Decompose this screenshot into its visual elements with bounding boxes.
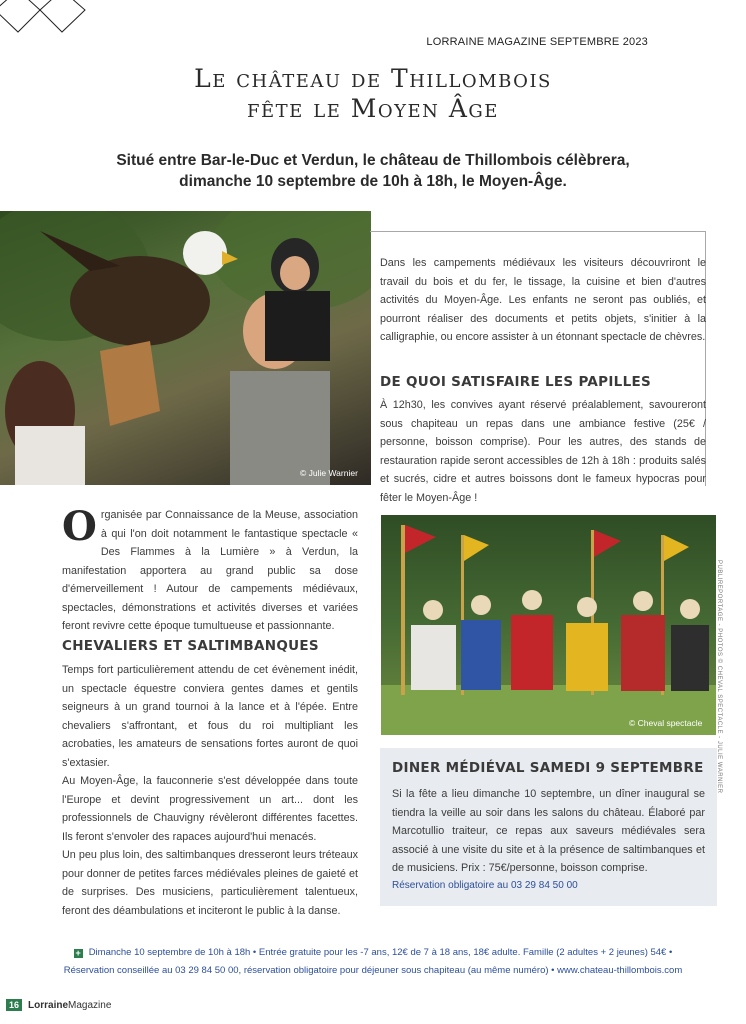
left-column-chevaliers: [62, 661, 358, 920]
chevaliers-paragraph-2: Au Moyen-Âge, la fauconnerie s'est développée dans toute l'Europe et devint progressivement un art... dont les professionnels de Chauvigny révèleront différentes facettes. Ils feront s'envoler des rapaces aujourd'hui menacés.: [62, 775, 358, 843]
right-column-intro: [380, 254, 706, 347]
subtitle-line-2: dimanche 10 septembre de 10h à 18h, le Moyen-Âge.: [179, 173, 567, 190]
footer-brand-light: Magazine: [68, 1000, 112, 1011]
article-subtitle: [95, 150, 651, 192]
footer-brand-bold: Lorraine: [28, 1000, 69, 1011]
section-heading-papilles: DE QUOI SATISFAIRE LES PAPILLES: [380, 374, 652, 390]
frame-line-top: [370, 231, 706, 232]
falconry-photo: [0, 211, 371, 485]
papilles-paragraph: À 12h30, les convives ayant réservé préalablement, savoureront sous chapiteau un repas dans une ambiance festive (25€ / personne, boisson comprise). Pour les autres, des stands de restauration rapide seront accessibles de 12h à 18h : produits salés et sucrés, cidre et autres boissons dont le fameux hypocras pour fêter le Moyen-Âge !: [380, 399, 706, 504]
photo-credit-1: © Julie Warnier: [300, 468, 358, 478]
dinner-box-title: DINER MÉDIÉVAL SAMEDI 9 SEPTEMBRE: [392, 760, 704, 776]
right-column-papilles: [380, 396, 706, 507]
section-heading-chevaliers: CHEVALIERS ET SALTIMBANQUES: [62, 638, 319, 654]
right-paragraph-1: Dans les campements médiévaux les visiteurs découvriront le travail du bois et du fer, le tissage, la cuisine et bien d'autres activités du Moyen-Âge. Les enfants ne seront pas oubliés, et pourront réaliser des documents et petits objets, s'initier à la calligraphie, ou encore assister à un étonnant spectacle de chèvres.: [380, 257, 706, 343]
article-title: [100, 64, 646, 124]
page-number: 16: [6, 999, 22, 1011]
chevaliers-paragraph-3: Un peu plus loin, des saltimbanques dresseront leurs tréteaux pour donner de petites farces médiévales pleines de gaieté et de surprises. Des musiciens, particulièrement talentueux, feront des déambulations et inciteront le public à la danse.: [62, 849, 358, 917]
knights-illustration: [381, 515, 716, 735]
page-footer: [6, 999, 111, 1011]
title-line-1: Le château de Thillombois: [194, 64, 552, 93]
dinner-reservation: Réservation obligatoire au 03 29 84 50 00: [392, 880, 578, 891]
knights-photo: [381, 515, 716, 735]
dinner-info-box: [380, 748, 717, 906]
chevaliers-paragraph-1: Temps fort particulièrement attendu de cet évènement inédit, un spectacle équestre conviera gentes dames et gentils seigneurs à un grand tournoi à la lance et à l'épée. Entre chevaliers s'affrontant, et fous du roi multipliant les acrobaties, les amateurs de sensations fortes auront de quoi s'extasier.: [62, 664, 358, 769]
subtitle-line-1: Situé entre Bar-le-Duc et Verdun, le château de Thillombois célèbrera,: [116, 152, 630, 169]
falconry-illustration: [0, 211, 371, 485]
photo-credit-2: © Cheval spectacle: [629, 718, 703, 728]
intro-block: [62, 503, 358, 636]
side-credit-vertical: PUBLIREPORTAGE - PHOTOS © CHEVAL SPECTACLE - JULIE WARNIER: [716, 560, 722, 794]
practical-info-text-1: Dimanche 10 septembre de 10h à 18h • Entrée gratuite pour les -7 ans, 12€ de 7 à 18 ans, 18€ adulte. Famille (2 adultes + 2 jeunes) 54€ •: [88, 947, 673, 958]
dinner-box-text: Si la fête a lieu dimanche 10 septembre, un dîner inaugural se tiendra la veille au soir dans les salons du château. Élaboré par Marcotullio traiteur, ce repas aux saveurs médiévales sera associé à une visite du site et à la présence de saltimbanques et de musiciens. Prix : 75€/personne, boisson comprise.: [392, 788, 705, 874]
intro-paragraph: rganisée par Connaissance de la Meuse, association à qui l'on doit notamment le fantastique spectacle « Des Flammes à la Lumière » à Verdun, la manifestation apportera au grand public sa dose d'émerveillement ! Autour de campements médiévaux, spectacles, démonstrations et activités diverses et variées feront revivre cette époque tumultueuse et passionnante.: [62, 509, 358, 632]
magazine-issue-line: LORRAINE MAGAZINE SEPTEMBRE 2023: [426, 36, 648, 48]
plus-icon: +: [75, 948, 81, 958]
practical-info-line-1: [0, 947, 746, 958]
drop-cap: O: [62, 503, 97, 550]
hexagon-decoration: [0, 0, 90, 40]
title-line-2: fête le Moyen Âge: [247, 94, 499, 123]
practical-info-line-2: Réservation conseillée au 03 29 84 50 00, réservation obligatoire pour déjeuner sous chapiteau (au même numéro) • www.chateau-thillombois.com: [63, 965, 683, 976]
